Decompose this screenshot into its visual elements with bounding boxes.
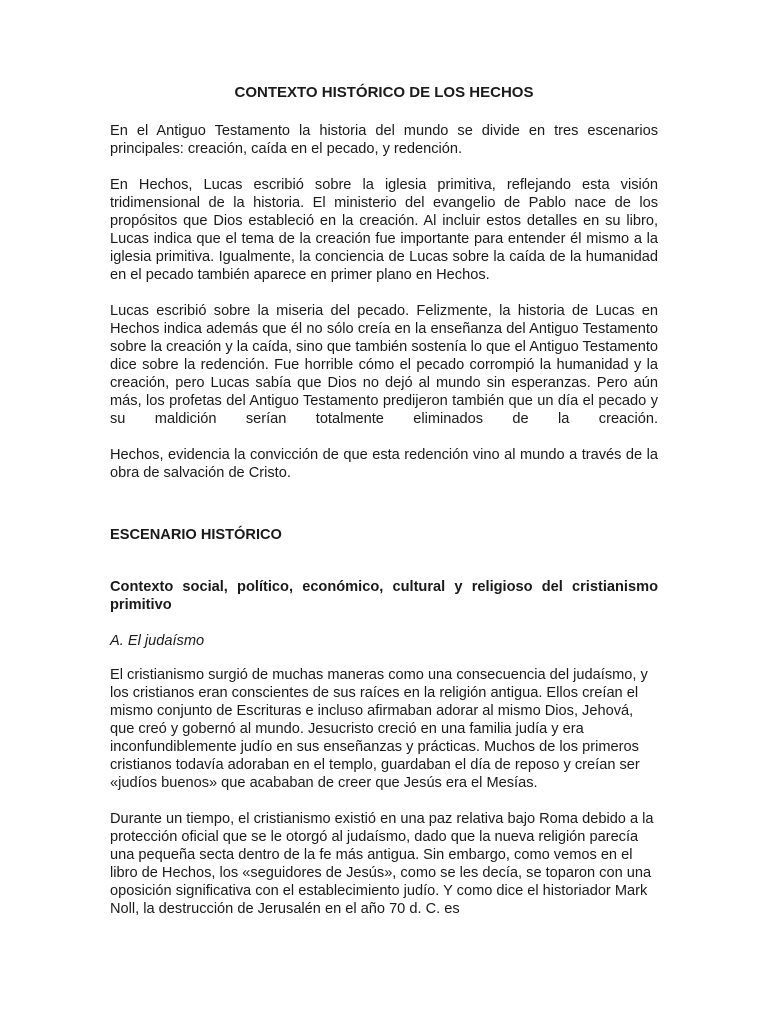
document-title: CONTEXTO HISTÓRICO DE LOS HECHOS xyxy=(234,84,534,101)
section-heading: ESCENARIO HISTÓRICO xyxy=(110,527,282,543)
subsection-heading: Contexto social, político, económico, cultural y religioso del cristianismo primitivo xyxy=(110,579,658,613)
intro-paragraph-3: Lucas escribió sobre la miseria del pecado. Felizmente, la historia de Lucas en Hechos indica además que él no sólo creía en la enseñanza del Antiguo Testamento sobre la creación y la caída, sino que también sostenía lo que el Antiguo Testamento dice sobre la redención. Fue horrible cómo el pecado corrompió la humanidad y la creación, pero Lucas sabía que Dios no dejó al mundo sin esperanzas. Pero aún más, los profetas del Antiguo Testamento predijeron también que un día el pecado y su maldición serían totalmente eliminados de la creación. xyxy=(110,303,658,427)
intro-paragraph-1: En el Antiguo Testamento la historia del mundo se divide en tres escenarios principales: creación, caída en el pecado, y redención. xyxy=(110,123,658,157)
intro-paragraph-2: En Hechos, Lucas escribió sobre la iglesia primitiva, reflejando esta visión tridimensional de la historia. El ministerio del evangelio de Pablo nace de los propósitos que Dios estableció en la creación. Al incluir estos detalles en su libro, Lucas indica que el tema de la creación fue importante para entender él mismo a la iglesia primitiva. Igualmente, la conciencia de Lucas sobre la caída de la humanidad en el pecado también aparece en primer plano en Hechos. xyxy=(110,177,658,283)
document-page xyxy=(110,84,658,936)
intro-paragraph-4: Hechos, evidencia la convicción de que esta redención vino al mundo a través de la obra de salvación de Cristo. xyxy=(110,447,658,481)
body-paragraph-1: El cristianismo surgió de muchas maneras como una consecuencia del judaísmo, y los cristianos eran conscientes de sus raíces en la religión antigua. Ellos creían el mismo conjunto de Escrituras e incluso afirmaban adorar al mismo Dios, Jehová, que creó y gobernó al mundo. Jesucristo creció en una familia judía y era inconfundiblemente judío en sus enseñanzas y prácticas. Muchos de los primeros cristianos todavía adoraban en el templo, guardaban el día de reposo y creían ser «judíos buenos» que acababan de creer que Jesús era el Mesías. xyxy=(110,667,648,791)
body-paragraph-2: Durante un tiempo, el cristianismo existió en una paz relativa bajo Roma debido a la protección oficial que se le otorgó al judaísmo, dado que la nueva religión parecía una pequeña secta dentro de la fe más antigua. Sin embargo, como vemos en el libro de Hechos, los «seguidores de Jesús», como se les decía, se toparon con una oposición significativa con el establecimiento judío. Y como dice el historiador Mark Noll, la destrucción de Jerusalén en el año 70 d. C. es xyxy=(110,811,654,917)
subsection-a-heading: A. El judaísmo xyxy=(110,633,205,649)
